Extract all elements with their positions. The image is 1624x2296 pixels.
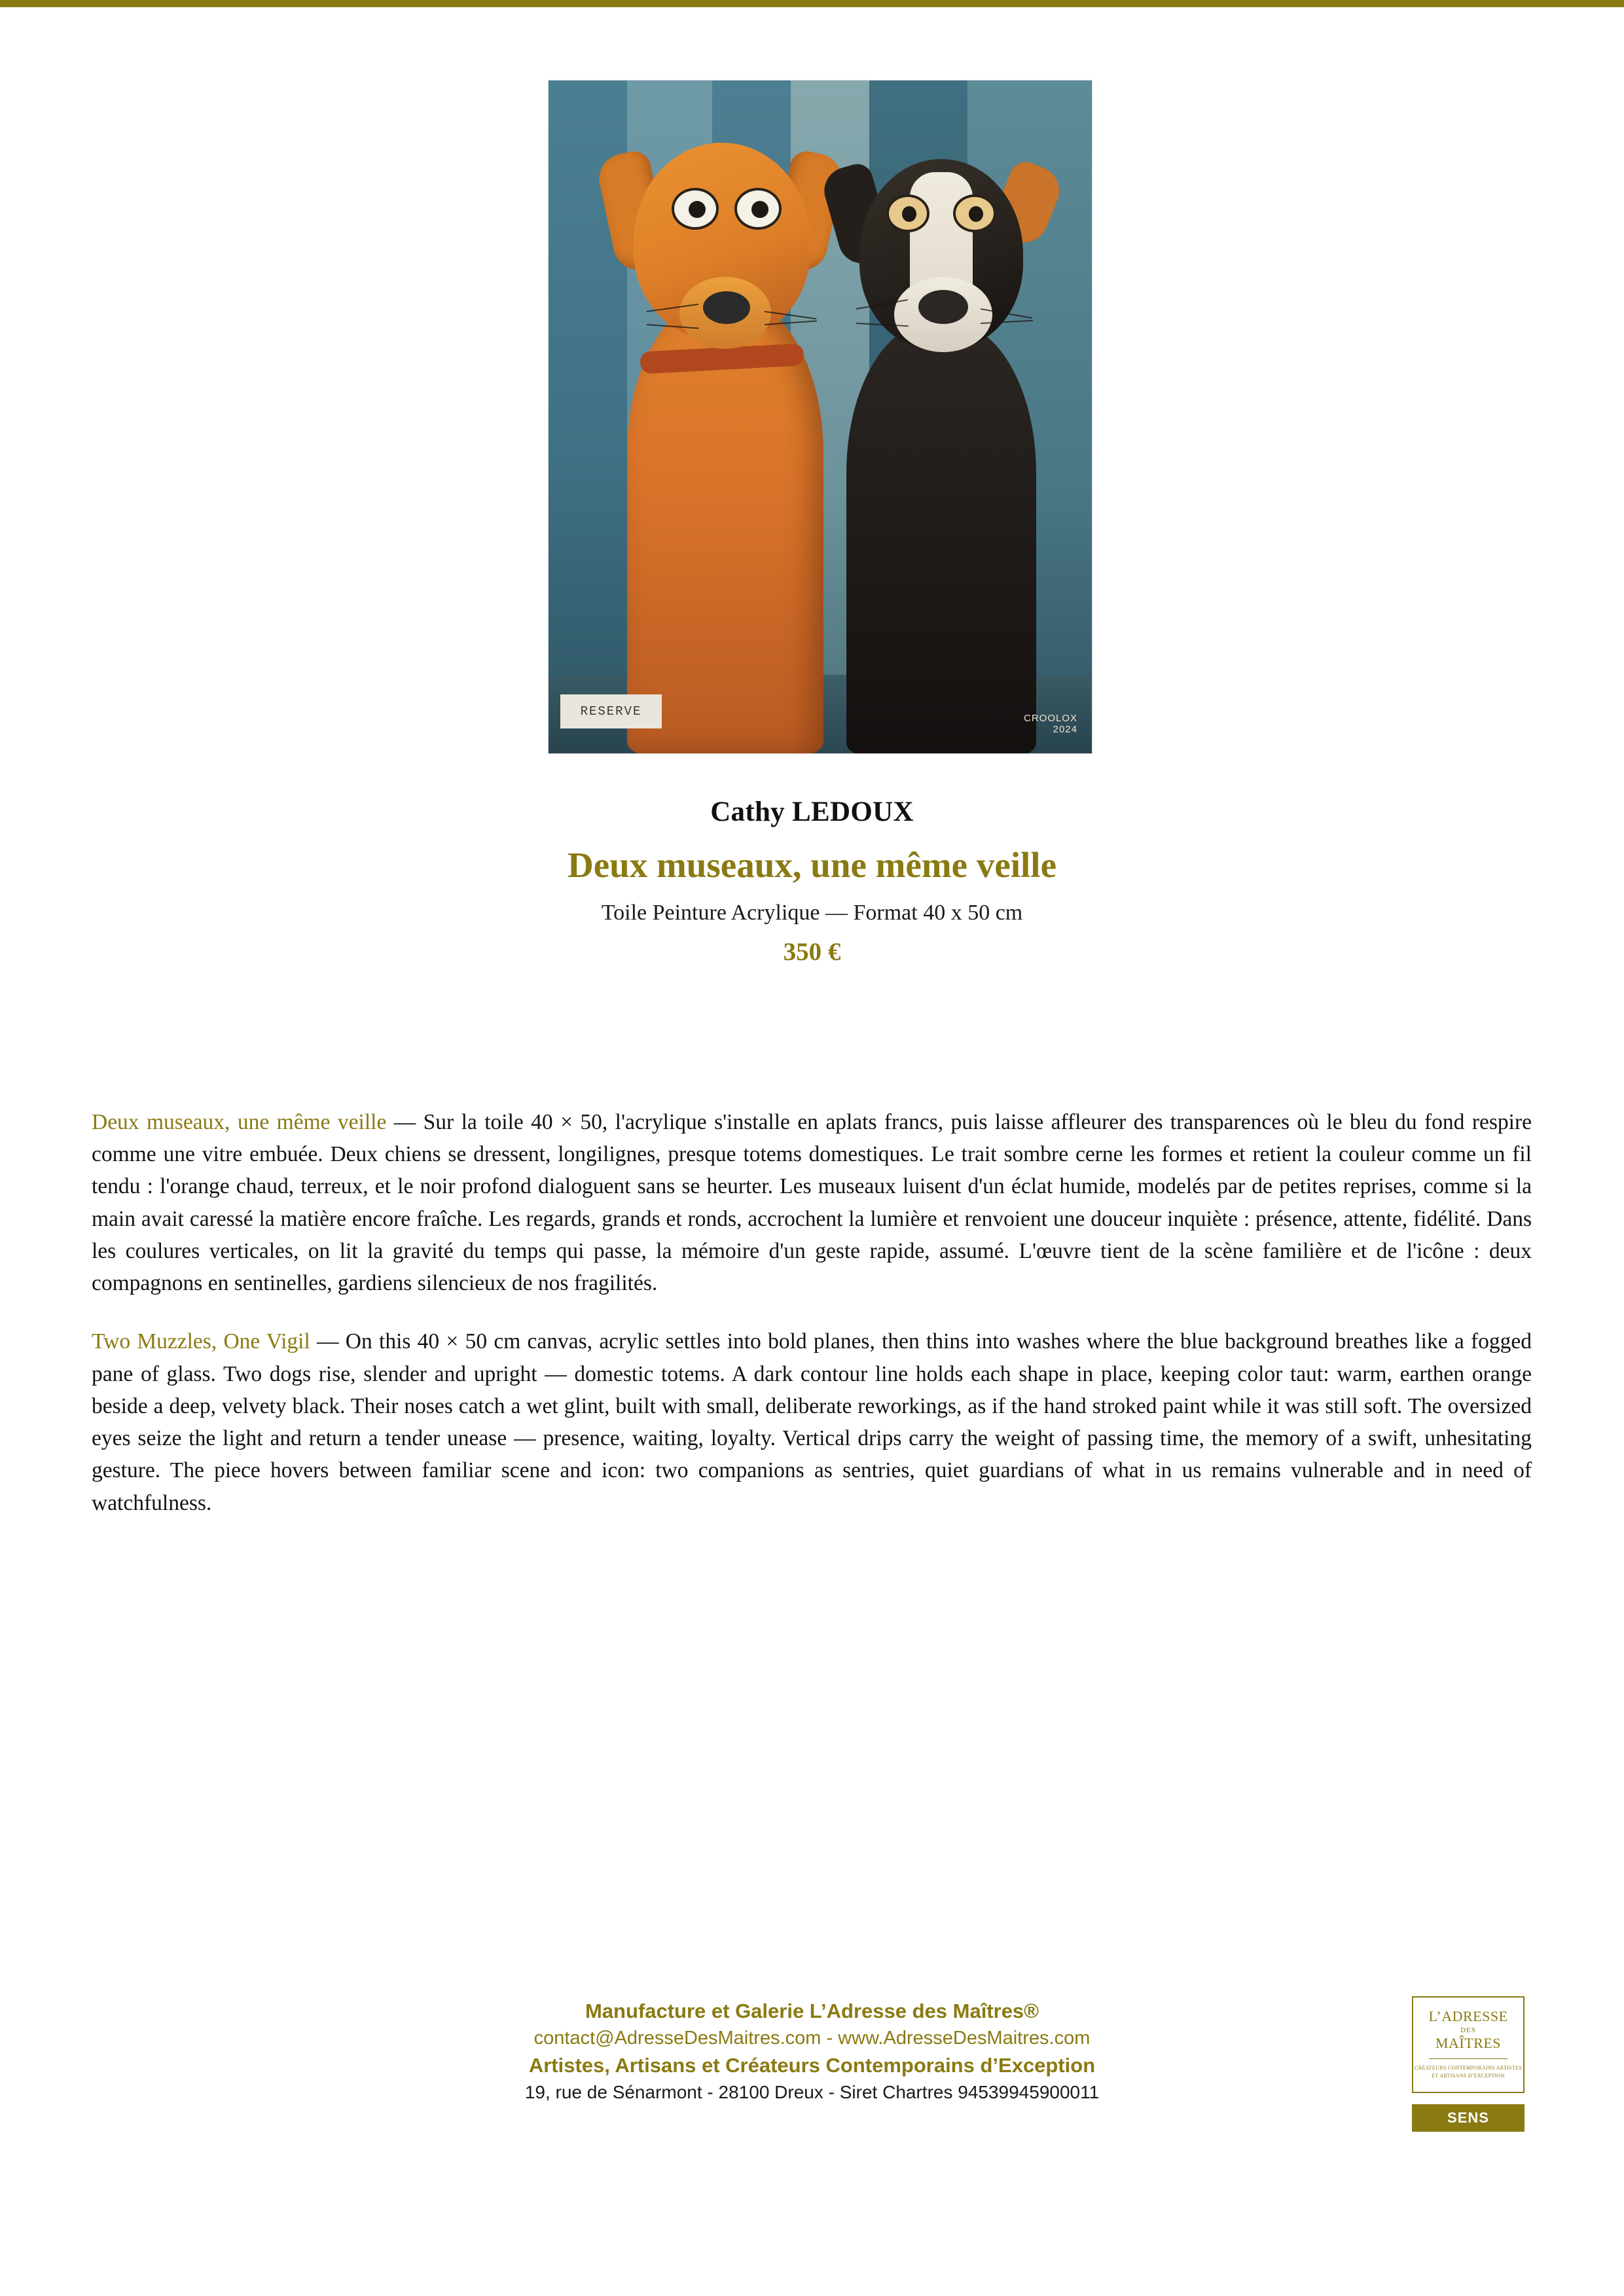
signature-year: 2024	[1053, 723, 1077, 735]
work-specifications: Toile Peinture Acrylique — Format 40 x 50 cm	[601, 901, 1023, 925]
description-lead-fr: Deux museaux, une même veille	[92, 1110, 387, 1134]
description-paragraph-en	[92, 1325, 1532, 1518]
description-body-fr: — Sur la toile 40 × 50, l'acrylique s'installe en aplats francs, puis laisse affleurer des transparences où le bleu du fond respire comme une vitre embuée. Deux chiens se dressent, longilignes, presque totems domestiques. Le trait sombre cerne les formes et retient la couleur comme un fil tendu : l'orange chaud, terreux, et le noir profond dialoguent sans se heurter. Les museaux luisent d'un éclat humide, modelés par de petites reprises, comme si la main avait caressé la matière encore fraîche. Les regards, grands et ronds, accrochent la lumière et renvoient une douceur inquiète : présence, attente, fidélité. Dans les coulures verticales, on lit la gravité du temps qui passe, la mémoire d'un geste rapide, assumé. L'œuvre tient de la scène familière et de l'icône : deux compagnons en sentinelles, gardiens silencieux de nos fragilités.	[92, 1110, 1532, 1296]
logo-line-3: MAÎTRES	[1435, 2035, 1502, 2051]
logo-line-1: L’ADRESSE	[1428, 2008, 1508, 2024]
logo-divider	[1429, 2058, 1507, 2059]
reserve-sticker: RESERVE	[560, 694, 662, 728]
painting-two-dogs	[549, 81, 1092, 753]
description-section	[92, 1106, 1532, 1545]
orange-dog-pupil-right	[751, 201, 768, 218]
black-dog-pupil-right	[969, 206, 983, 222]
footer-address: 19, rue de Sénarmont - 28100 Dreux - Siret Chartres 94539945900011	[524, 2082, 1100, 2102]
description-body-en: — On this 40 × 50 cm canvas, acrylic settles into bold planes, then thins into washes where the blue background breathes like a fogged pane of glass. Two dogs rise, slender and upright — domestic totems. A dark contour line holds each shape in place, keeping color taut: warm, earthen orange beside a deep, velvety black. Their noses catch a wet glint, built with small, deliberate reworkings, as if the hand stroked paint while it was still soft. The oversized eyes seize the light and return a tender unease — presence, waiting, loyalty. Vertical drips carry the weight of passing time, the memory of a swift, unhesitating gesture. The piece hovers between familiar scene and icon: two companions as sentries, quiet guardians of what in us remains vulnerable and in need of watchfulness.	[92, 1329, 1532, 1515]
signature-name: CROOLOX	[1023, 712, 1077, 724]
work-price: 350 €	[783, 938, 841, 966]
top-accent-rule	[0, 0, 1624, 7]
artist-name: Cathy LEDOUX	[710, 797, 914, 827]
black-dog-pupil-left	[902, 206, 916, 222]
black-dog-nose	[918, 290, 968, 324]
description-lead-en: Two Muzzles, One Vigil	[92, 1329, 310, 1354]
logo-line-2: DES	[1460, 2026, 1476, 2034]
orange-dog-pupil-left	[689, 201, 706, 218]
sens-stamp: SENS	[1412, 2104, 1525, 2132]
black-dog-body	[846, 323, 1036, 753]
footer-tagline: Artistes, Artisans et Créateurs Contemporains d’Exception	[528, 2054, 1096, 2077]
brand-logo	[1412, 1996, 1525, 2093]
artist-signature	[1024, 713, 1077, 736]
footer-company-name: Manufacture et Galerie L’Adresse des Maîtres®	[585, 2000, 1039, 2022]
logo-subtitle: CRÉATEURS CONTEMPORAINS ARTISTES ET ARTISANS D’EXCEPTION	[1415, 2065, 1522, 2079]
footer-contact[interactable]: contact@AdresseDesMaitres.com - www.AdresseDesMaitres.com	[533, 2028, 1091, 2049]
artwork-figure	[549, 81, 1092, 753]
description-paragraph-fr	[92, 1106, 1532, 1299]
page-footer	[0, 2000, 1624, 2103]
page-title: Deux museaux, une même veille	[568, 845, 1056, 885]
orange-dog-nose	[703, 291, 750, 324]
